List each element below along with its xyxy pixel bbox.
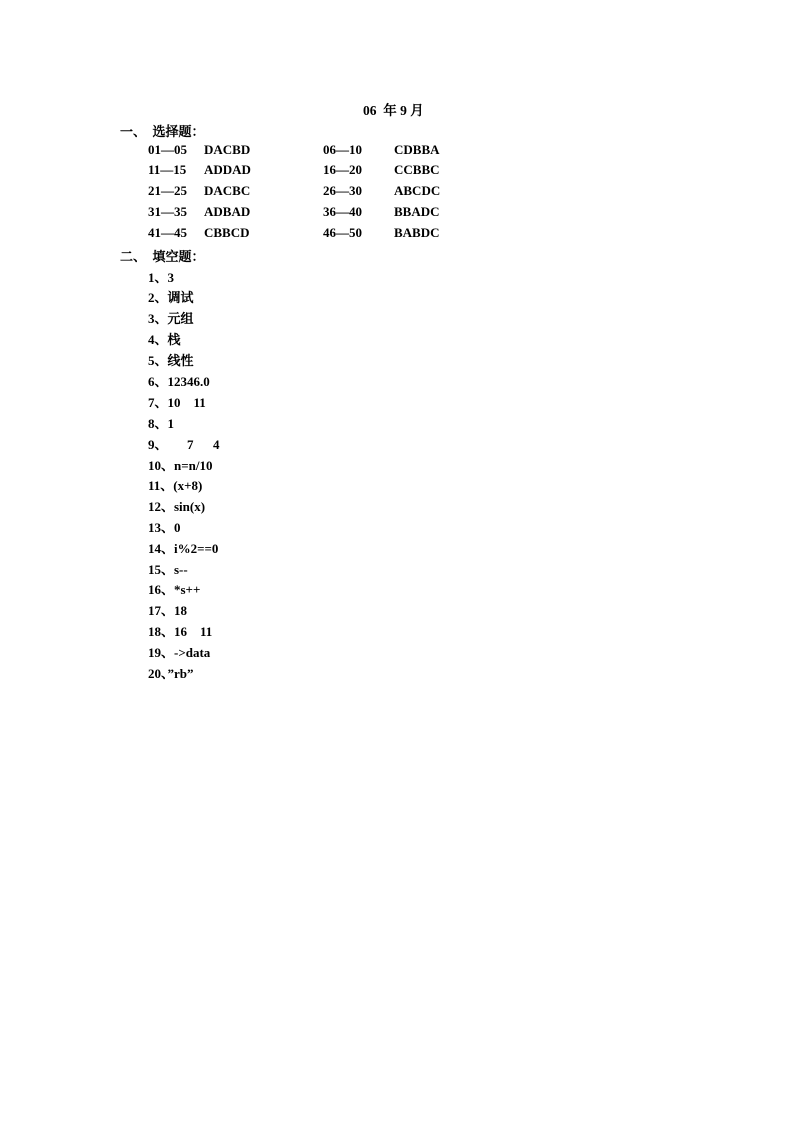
fill-in-answer: 7、10 11 [148,395,206,410]
answer-letters: CDBBA [394,142,440,157]
question-range: 21—25 [148,183,187,198]
question-range: 11—15 [148,162,187,177]
fill-in-answer: 14、i%2==0 [148,541,219,556]
fill-in-answer: 9、 7 4 [148,437,220,452]
fill-in-answer: 15、s-- [148,562,188,577]
answer-letters: CBBCD [204,225,250,240]
answer-letters: BABDC [394,225,440,240]
question-range: 36—40 [323,204,362,219]
answer-letters: ADBAD [204,204,251,219]
section-heading-fill-in: 二、 填空题： [120,249,205,264]
fill-in-answer: 13、0 [148,520,181,535]
answer-letters: CCBBC [394,162,440,177]
fill-in-answer: 10、n=n/10 [148,458,213,473]
fill-in-answer: 6、12346.0 [148,374,210,389]
page-title: 06 年 9 月 [363,103,424,118]
answer-letters: DACBD [204,142,251,157]
question-range: 46—50 [323,225,362,240]
question-range: 31—35 [148,204,187,219]
question-range: 26—30 [323,183,362,198]
fill-in-answer: 4、栈 [148,332,181,347]
question-range: 01—05 [148,142,187,157]
fill-in-answer: 16、*s++ [148,582,201,597]
fill-in-answer: 5、线性 [148,353,194,368]
fill-in-answer: 11、(x+8) [148,478,203,493]
question-range: 41—45 [148,225,187,240]
section-heading-multiple-choice: 一、 选择题： [120,124,205,139]
answer-letters: ABCDC [394,183,441,198]
fill-in-answer: 17、18 [148,603,188,618]
fill-in-answer: 2、调试 [148,290,194,305]
question-range: 06—10 [323,142,362,157]
fill-in-answer: 18、16 11 [148,624,213,639]
fill-in-answer: 20、”rb” [148,666,194,681]
answer-letters: BBADC [394,204,440,219]
fill-in-answer: 3、元组 [148,311,194,326]
fill-in-answer: 12、sin(x) [148,499,206,514]
answer-letters: DACBC [204,183,251,198]
fill-in-answer: 19、->data [148,645,211,660]
answer-letters: ADDAD [204,162,251,177]
question-range: 16—20 [323,162,362,177]
fill-in-answer: 8、1 [148,416,175,431]
fill-in-answer: 1、3 [148,270,175,285]
